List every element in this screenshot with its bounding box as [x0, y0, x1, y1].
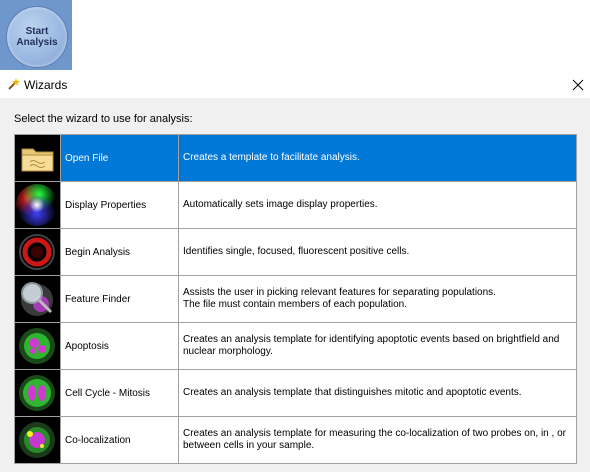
start-analysis-icon: [6, 6, 68, 68]
wizard-description: Creates an analysis template that distinguishes mitotic and apoptotic events.: [179, 370, 577, 416]
wizard-description: Assists the user in picking relevant features for separating populations. The file must contain members of each population.: [179, 276, 577, 322]
wizard-description: Creates a template to facilitate analysis.: [179, 135, 577, 181]
colocalization-cell-icon: [15, 417, 61, 463]
close-icon: [572, 79, 584, 91]
wizard-name: Feature Finder: [61, 276, 179, 322]
red-cell-icon: [15, 229, 61, 275]
wizard-description: Creates an analysis template for identifying apoptotic events based on brightfield and nuclear morphology.: [179, 323, 577, 369]
wizard-row-begin-analysis[interactable]: [15, 229, 577, 276]
top-toolbar: [0, 0, 590, 70]
wizard-name: Co-localization: [61, 417, 179, 463]
wizard-row-open-file[interactable]: [15, 135, 577, 182]
wizard-name: Open File: [61, 135, 179, 181]
wizard-description: Identifies single, focused, fluorescent positive cells.: [179, 229, 577, 275]
magic-wand-icon: [6, 77, 20, 91]
wizard-name: Cell Cycle - Mitosis: [61, 370, 179, 416]
close-button[interactable]: [568, 75, 588, 95]
magnifier-cell-icon: [15, 276, 61, 322]
color-wheel-icon: [15, 182, 61, 228]
dialog-titlebar: [0, 72, 590, 98]
wizard-list: [14, 134, 577, 464]
wizard-name: Display Properties: [61, 182, 179, 228]
wizard-row-cell-cycle-mitosis[interactable]: [15, 370, 577, 417]
wizard-row-co-localization[interactable]: [15, 417, 577, 464]
mitosis-cell-icon: [15, 370, 61, 416]
folder-icon: [15, 135, 61, 181]
wizards-dialog: [0, 98, 590, 472]
start-analysis-button[interactable]: [0, 0, 72, 70]
wizard-row-display-properties[interactable]: [15, 182, 577, 229]
wizard-name: Begin Analysis: [61, 229, 179, 275]
wizard-row-apoptosis[interactable]: [15, 323, 577, 370]
wizard-description: Creates an analysis template for measuring the co-localization of two probes on, in , or between cells in your sample.: [179, 417, 577, 463]
apoptosis-cell-icon: [15, 323, 61, 369]
dialog-title: Wizards: [24, 78, 68, 92]
wizard-description: Automatically sets image display properties.: [179, 182, 577, 228]
dialog-prompt: Select the wizard to use for analysis:: [14, 113, 193, 125]
wizard-name: Apoptosis: [61, 323, 179, 369]
start-analysis-label: Start Analysis: [16, 26, 58, 48]
wizard-row-feature-finder[interactable]: [15, 276, 577, 323]
